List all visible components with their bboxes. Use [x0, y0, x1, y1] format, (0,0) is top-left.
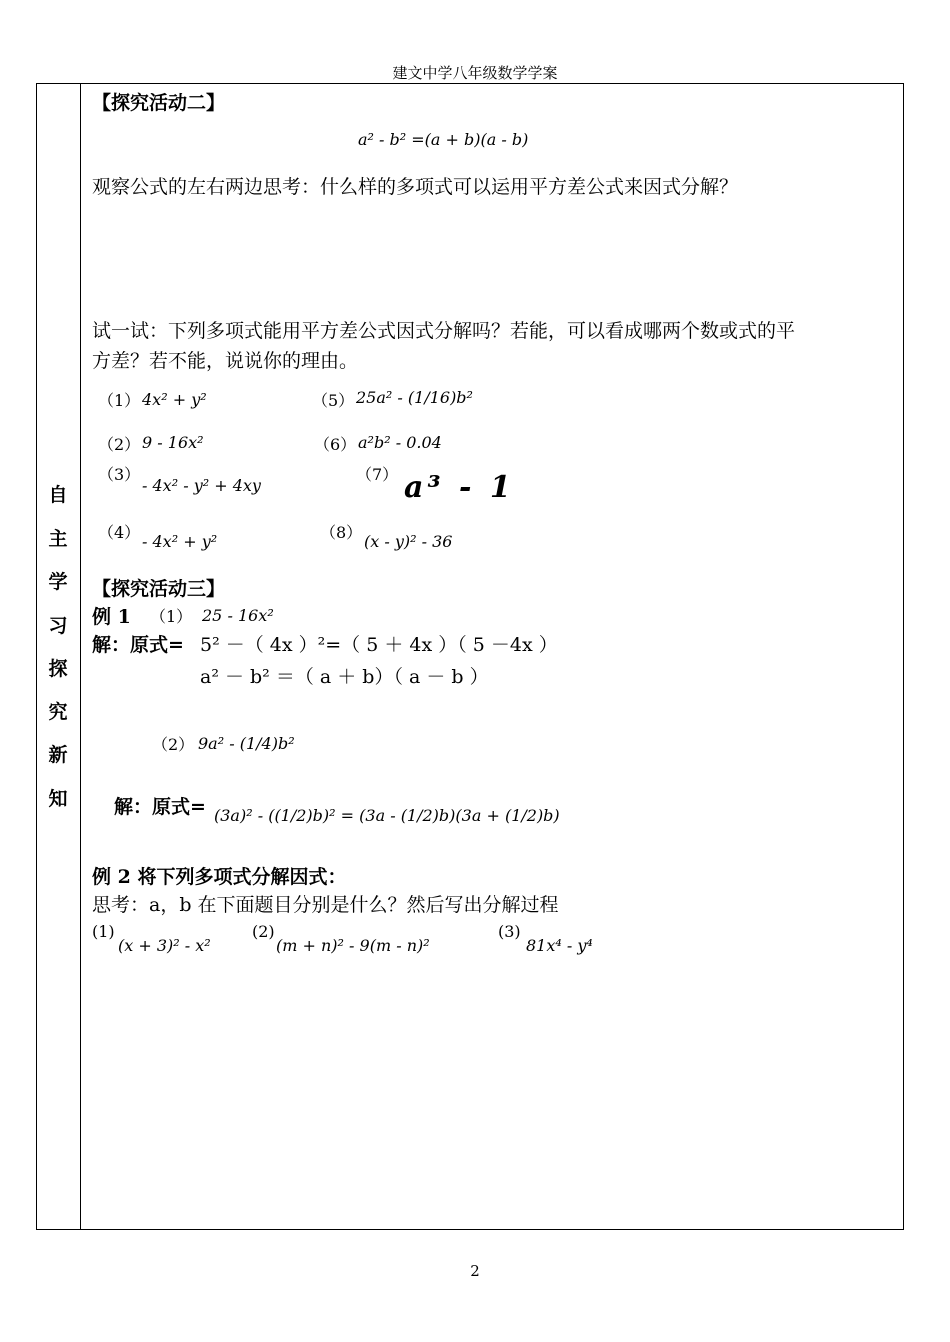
side-label-char: 习 [48, 615, 68, 637]
side-label-char: 主 [48, 528, 68, 550]
solution1-pattern: a² － b² ＝（ a ＋ b）（ a － b ） [200, 666, 489, 688]
item-expression: - 4x² - y² + 4xy [142, 476, 261, 495]
example1-part-label: （1） [150, 607, 193, 626]
item-label: （8） [320, 523, 363, 542]
item-expression: (x - y)² - 36 [364, 532, 453, 551]
try-prompt-line1: 试一试：下列多项式能用平方差公式因式分解吗？若能，可以看成哪两个数或式的平 [92, 320, 796, 342]
example2-item-label: (3) [498, 922, 521, 941]
item-label: （1） [98, 391, 141, 410]
item-expression: a²b² - 0.04 [358, 433, 442, 452]
item-expression: 9 - 16x² [142, 433, 204, 452]
example1-label: 例 1 [92, 606, 131, 628]
side-label-char: 新 [48, 744, 68, 766]
item-label: （6） [314, 435, 357, 454]
example2-item-expression: (m + n)² - 9(m - n)² [276, 936, 430, 955]
page-number: 2 [470, 1262, 480, 1280]
side-label-char: 究 [48, 701, 68, 723]
item-label: （3） [98, 465, 141, 484]
solution2-expression: (3a)² - ((1/2)b)² = (3a - (1/2)b)(3a + (1/2)b) [214, 806, 560, 825]
activity3-title: 【探究活动三】 [92, 578, 226, 600]
item-label: （5） [312, 391, 355, 410]
example2-think: 思考：a，b 在下面题目分别是什么？然后写出分解过程 [92, 894, 559, 916]
difference-of-squares-formula: a² - b² =(a + b)(a - b) [358, 130, 529, 149]
item-expression: 4x² + y² [142, 390, 207, 409]
item-label: （4） [98, 523, 141, 542]
try-prompt-line2: 方差？若不能，说说你的理由。 [92, 350, 359, 372]
solution1-line: 5² －（ 4x ）²=（ 5 ＋ 4x ）（ 5 －4x ） [200, 634, 558, 656]
side-label-char: 学 [48, 571, 68, 593]
content-frame [36, 84, 904, 1230]
activity2-question: 观察公式的左右两边思考：什么样的多项式可以运用平方差公式来因式分解？ [92, 176, 739, 198]
example2-item-label: (1) [92, 922, 115, 941]
item-label: （2） [98, 435, 141, 454]
side-label-char: 探 [48, 658, 68, 680]
example1-expression: 25 - 16x² [202, 606, 274, 625]
item-label: （7） [356, 465, 399, 484]
example2-item-label: (2) [252, 922, 275, 941]
item-expression: a³ - 1 [404, 470, 515, 505]
side-label-char: 自 [48, 484, 68, 506]
page-header: 建文中学八年级数学学案 [392, 64, 558, 82]
example2-title: 例 2 将下列多项式分解因式： [92, 866, 347, 888]
side-label-char: 知 [48, 788, 68, 810]
solution-label: 解：原式= [114, 796, 206, 818]
example1-part-label: （2） [152, 735, 195, 754]
example1-expression: 9a² - (1/4)b² [198, 734, 295, 753]
example2-item-expression: 81x⁴ - y⁴ [526, 936, 593, 955]
item-expression: 25a² - (1/16)b² [356, 388, 473, 407]
solution-label: 解：原式= [92, 634, 184, 656]
column-divider [80, 84, 81, 1230]
activity2-title: 【探究活动二】 [92, 92, 226, 114]
item-expression: - 4x² + y² [142, 532, 218, 551]
example2-item-expression: (x + 3)² - x² [118, 936, 211, 955]
